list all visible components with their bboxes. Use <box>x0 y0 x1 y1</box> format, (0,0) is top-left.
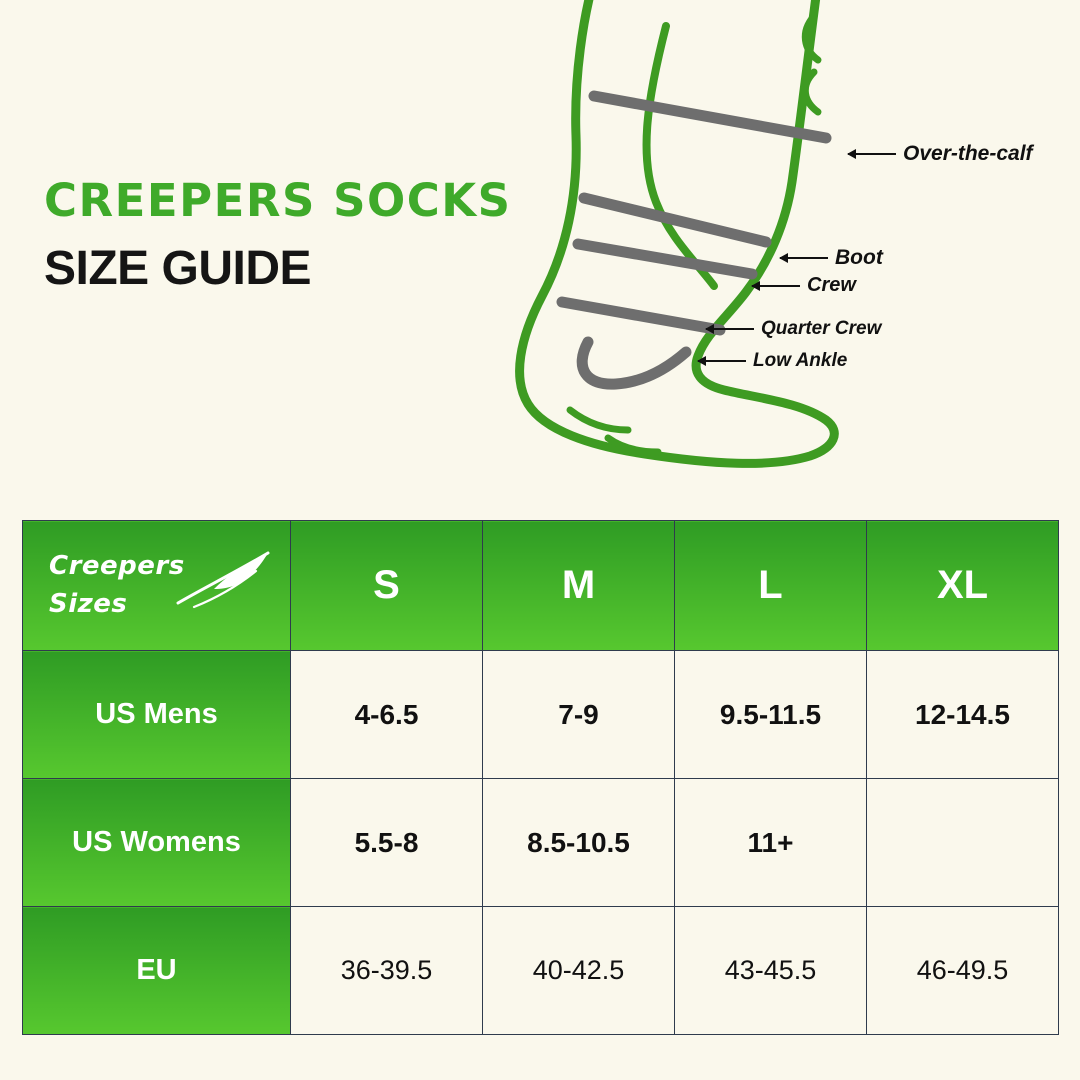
callout-boot <box>780 246 883 270</box>
table-corner-label <box>23 521 291 651</box>
cell-eu-s: 36-39.5 <box>291 907 483 1035</box>
callout-low-ankle <box>698 350 847 372</box>
arrow-left-icon <box>752 285 800 287</box>
callout-quarter-crew-label: Quarter Crew <box>761 318 882 339</box>
shin-detail-2 <box>805 72 818 112</box>
cell-us-womens-xl <box>867 779 1059 907</box>
corner-label-line2: Sizes <box>49 588 128 619</box>
cell-us-mens-m: 7-9 <box>483 651 675 779</box>
corner-label-line1: Creepers <box>49 550 185 581</box>
cell-us-mens-s: 4-6.5 <box>291 651 483 779</box>
table-row <box>23 779 1059 907</box>
arrow-left-icon <box>698 360 746 362</box>
table-row <box>23 907 1059 1035</box>
cell-eu-xl: 46-49.5 <box>867 907 1059 1035</box>
foot-detail-1 <box>570 410 628 430</box>
table-header-row <box>23 521 1059 651</box>
callout-over-the-calf <box>848 142 1033 166</box>
column-header-l: L <box>675 521 867 651</box>
row-label-eu: EU <box>23 907 291 1035</box>
marker-low-ankle <box>582 342 686 384</box>
column-header-xl: XL <box>867 521 1059 651</box>
callout-low-ankle-label: Low Ankle <box>753 350 848 371</box>
size-table <box>22 520 1059 1035</box>
arrow-left-icon <box>706 328 754 330</box>
brand-title: CREEPERS SOCKS <box>44 174 512 227</box>
title-block <box>44 174 512 295</box>
size-table-wrapper <box>22 520 1058 1035</box>
callout-group <box>690 120 1080 400</box>
swoosh-icon <box>176 549 272 616</box>
arrow-left-icon <box>780 257 828 259</box>
callout-boot-label: Boot <box>835 246 883 269</box>
callout-crew <box>752 274 856 297</box>
cell-eu-l: 43-45.5 <box>675 907 867 1035</box>
cell-eu-m: 40-42.5 <box>483 907 675 1035</box>
row-label-us-mens: US Mens <box>23 651 291 779</box>
column-header-m: M <box>483 521 675 651</box>
table-row <box>23 651 1059 779</box>
callout-over-the-calf-label: Over-the-calf <box>903 142 1033 165</box>
cell-us-womens-l: 11+ <box>675 779 867 907</box>
page-title: SIZE GUIDE <box>44 242 312 295</box>
callout-quarter-crew <box>706 318 881 340</box>
callout-crew-label: Crew <box>807 274 856 296</box>
cell-us-mens-xl: 12-14.5 <box>867 651 1059 779</box>
cell-us-womens-s: 5.5-8 <box>291 779 483 907</box>
column-header-s: S <box>291 521 483 651</box>
cell-us-mens-l: 9.5-11.5 <box>675 651 867 779</box>
arrow-left-icon <box>848 153 896 155</box>
row-label-us-womens: US Womens <box>23 779 291 907</box>
cell-us-womens-m: 8.5-10.5 <box>483 779 675 907</box>
